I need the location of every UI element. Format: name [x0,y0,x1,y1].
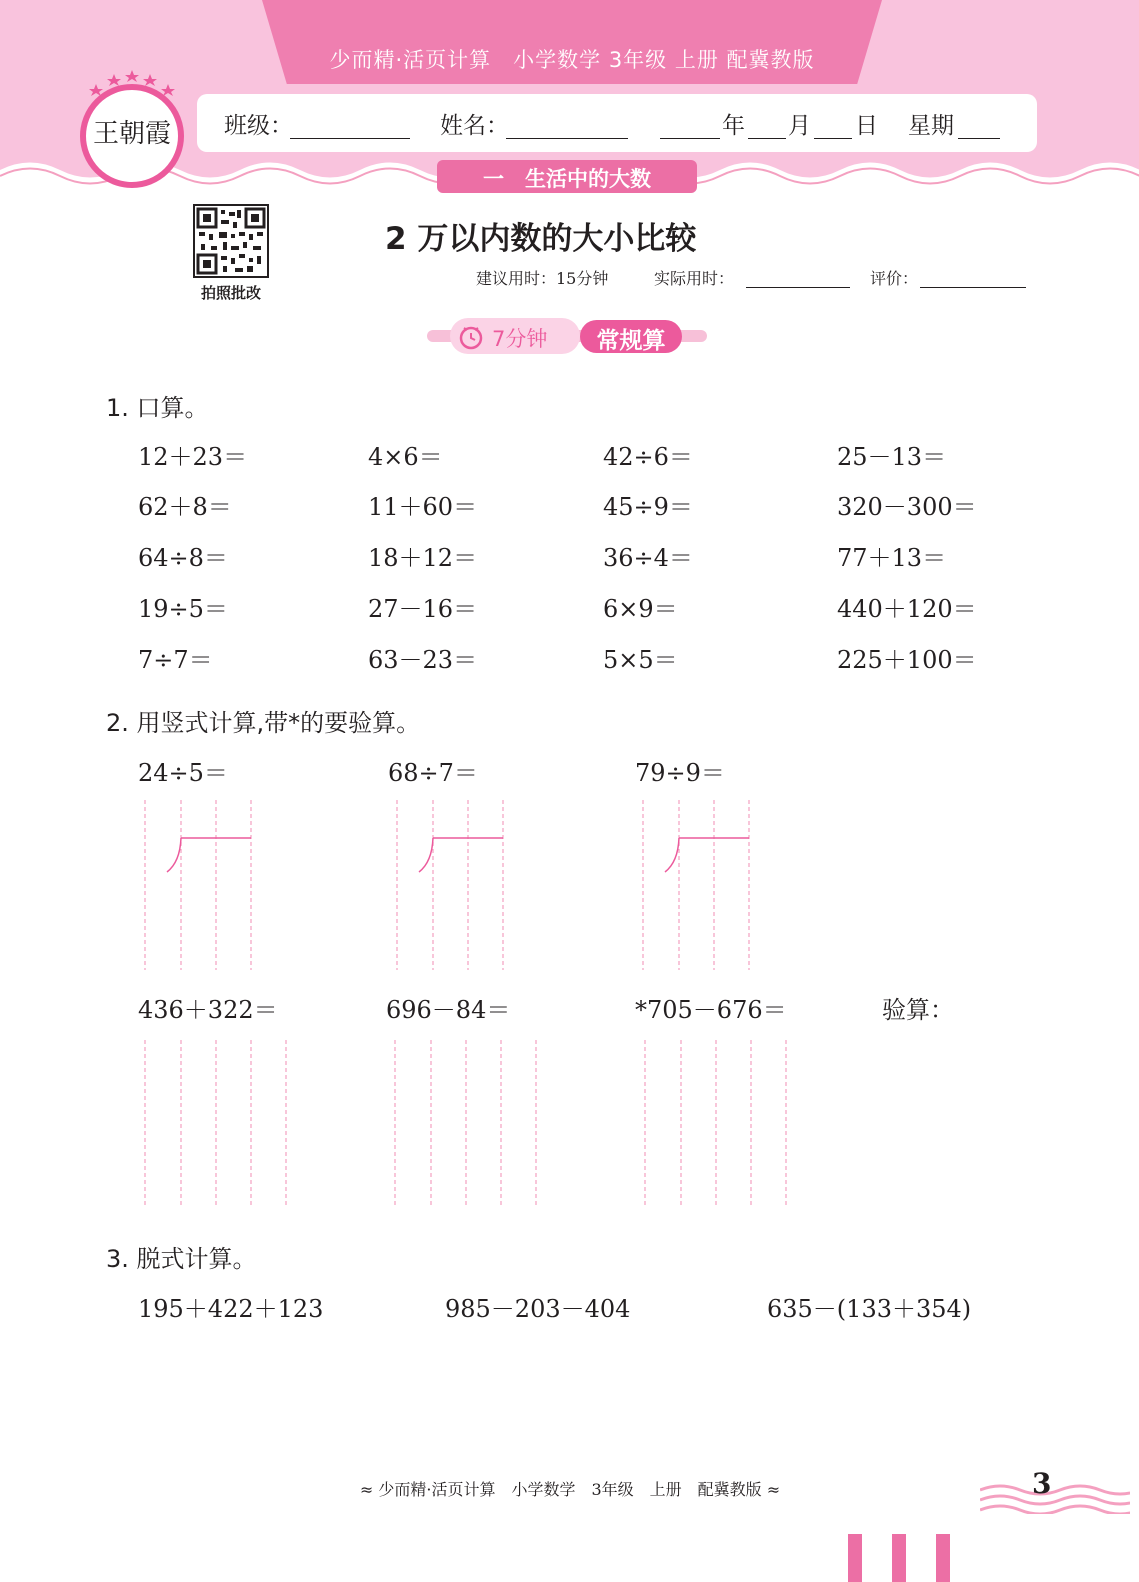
division-grid-1[interactable] [140,800,260,972]
check-label: 验算： [882,996,954,1024]
actual-time-blank[interactable] [746,287,850,288]
class-blank[interactable] [290,138,410,139]
q3-expr-2: 985－203－404 [445,1295,631,1323]
day-blank[interactable] [814,138,852,139]
q1-expr-3-3: 36÷4＝ [603,544,693,572]
q3-expr-3: 635－(133＋354) [767,1295,972,1323]
page-number: 3 [1032,1467,1052,1500]
footer-wave [980,1478,1130,1514]
q1-expr-1-2: 4×6＝ [368,443,443,471]
footer-text: ≈ 少而精·活页计算 小学数学 3年级 上册 配冀教版 ≈ [359,1480,781,1499]
series-title: 少而精·活页计算 小学数学 3年级 上册 配冀教版 [329,48,815,72]
qr-caption: 拍照批改 [200,284,261,302]
q1-expr-1-3: 42÷6＝ [603,443,693,471]
q1-expr-2-2: 11＋60＝ [368,493,478,521]
q1-expr-4-4: 440＋120＝ [837,595,977,623]
q1-expr-2-3: 45÷9＝ [603,493,693,521]
q1-expr-4-1: 19÷5＝ [138,595,228,623]
q1-expr-3-2: 18＋12＝ [368,544,478,572]
column-grid-3[interactable] [640,1040,800,1206]
division-grid-2[interactable] [392,800,512,972]
year-blank[interactable] [660,138,720,139]
bottom-bar-2 [892,1534,906,1582]
q1-expr-5-1: 7÷7＝ [138,646,213,674]
q1-expr-5-4: 225＋100＝ [837,646,977,674]
chapter-title: 一 生活中的大数 [483,167,651,191]
q1-expr-2-4: 320－300＝ [837,493,977,521]
q1-expr-1-1: 12＋23＝ [138,443,248,471]
month-blank[interactable] [748,138,786,139]
evaluation-blank[interactable] [920,287,1026,288]
q1-expr-4-2: 27－16＝ [368,595,478,623]
weekday-label: 星期 [908,113,954,139]
bottom-bar-1 [848,1534,862,1582]
year-label: 年 [722,113,745,139]
q1-expr-1-4: 25－13＝ [837,443,947,471]
qr-code-icon[interactable] [193,204,269,278]
q1-expr-2-1: 62＋8＝ [138,493,232,521]
q3-heading: 3. 脱式计算。 [106,1245,257,1273]
clock-icon [458,324,484,350]
q1-expr-3-4: 77＋13＝ [837,544,947,572]
q1-expr-3-1: 64÷8＝ [138,544,228,572]
q2-addsub-2: 696－84＝ [386,996,511,1024]
exercise-type-label: 常规算 [596,328,666,354]
bottom-bar-3 [936,1534,950,1582]
month-label: 月 [788,113,811,139]
q3-expr-1: 195＋422＋123 [138,1295,324,1323]
name-label: 姓名： [440,113,509,139]
q2-division-2: 68÷7＝ [388,759,478,787]
q2-addsub-1: 436＋322＝ [138,996,278,1024]
logo-stars-icon [86,66,178,96]
q1-expr-5-3: 5×5＝ [603,646,678,674]
suggested-time: 建议用时：15分钟 [476,269,609,288]
weekday-blank[interactable] [958,138,1000,139]
day-label: 日 [855,113,878,139]
q2-division-3: 79÷9＝ [635,759,725,787]
column-grid-1[interactable] [140,1040,300,1206]
q1-expr-4-3: 6×9＝ [603,595,678,623]
q2-division-1: 24÷5＝ [138,759,228,787]
actual-time-label: 实际用时： [654,269,735,288]
q2-heading: 2. 用竖式计算,带*的要验算。 [106,709,421,737]
name-blank[interactable] [506,138,628,139]
column-grid-2[interactable] [390,1040,550,1206]
division-grid-3[interactable] [638,800,758,972]
class-label: 班级： [224,113,293,139]
evaluation-label: 评价： [870,269,919,288]
q1-expr-5-2: 63－23＝ [368,646,478,674]
logo-text: 王朝霞 [92,119,171,149]
timer-label: 7分钟 [492,327,548,351]
q1-heading: 1. 口算。 [106,394,209,422]
q2-addsub-3: *705－676＝ [635,996,787,1024]
lesson-title: 2 万以内数的大小比较 [385,221,697,257]
